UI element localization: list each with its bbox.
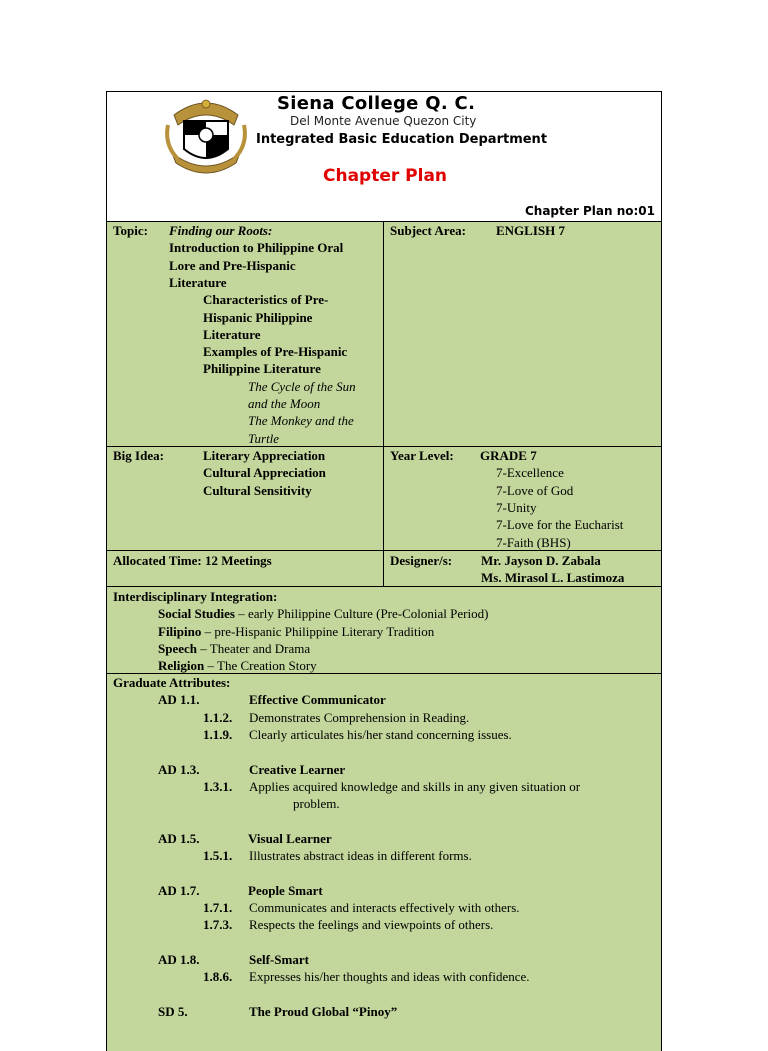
designer-name: Mr. Jayson D. Zabala — [481, 553, 601, 568]
topic-label: Topic: — [113, 223, 148, 238]
attribute-item-text: problem. — [293, 796, 340, 812]
subject-area-value: ENGLISH 7 — [496, 223, 565, 238]
attribute-item-text: Expresses his/her thoughts and ideas with confidence. — [249, 969, 530, 985]
school-address: Del Monte Avenue Quezon City — [290, 114, 477, 128]
attribute-item-text: Respects the feelings and viewpoints of others. — [249, 917, 494, 933]
topic-cell — [107, 221, 384, 446]
topic-line: Literature — [169, 274, 227, 290]
topic-subtopic: Hispanic Philippine — [203, 309, 313, 325]
section-name: 7-Excellence — [496, 465, 564, 481]
section-name: 7-Faith (BHS) — [496, 534, 571, 550]
year-level-cell — [384, 446, 661, 550]
topic-subtopic: Literature — [203, 326, 261, 342]
attribute-item-num: 1.7.3. — [203, 917, 233, 933]
topic-story: The Cycle of the Sun — [248, 378, 356, 394]
school-name: Siena College Q. C. — [277, 93, 476, 114]
attribute-item-num: 1.5.1. — [203, 848, 233, 863]
attribute-title: Creative Learner — [249, 761, 346, 777]
integration-item: Religion – The Creation Story — [158, 658, 317, 674]
attribute-title: People Smart — [248, 882, 323, 898]
chapter-plan-number: Chapter Plan no:01 — [524, 204, 655, 218]
attribute-item-text: Clearly articulates his/her stand concerning issues. — [249, 726, 512, 742]
attribute-code: AD 1.1. — [158, 692, 200, 708]
topic-subtopic: Examples of Pre-Hispanic — [203, 344, 348, 360]
document-header — [107, 92, 661, 221]
designers-label: Designer/s: — [390, 553, 453, 568]
designers-cell — [384, 550, 661, 586]
attribute-title: Effective Communicator — [249, 692, 386, 708]
big-idea-item: Literary Appreciation — [203, 448, 326, 463]
attribute-code: AD 1.8. — [158, 951, 200, 967]
section-name: 7-Unity — [496, 499, 537, 515]
attribute-item-num: 1.3.1. — [203, 778, 233, 794]
school-crest-logo — [164, 95, 248, 177]
attribute-code: SD 5. — [158, 1003, 188, 1019]
topic-title: Finding our Roots: — [169, 223, 273, 238]
attribute-title: Visual Learner — [248, 830, 332, 846]
big-idea-label: Big Idea: — [113, 448, 164, 463]
subject-area-cell — [384, 221, 661, 446]
topic-line: Lore and Pre-Hispanic — [169, 257, 296, 273]
attribute-item-num: 1.1.2. — [203, 709, 233, 725]
designer-name: Ms. Mirasol L. Lastimoza — [481, 570, 625, 586]
attribute-item-text: Demonstrates Comprehension in Reading. — [249, 709, 470, 725]
interdisciplinary-cell — [107, 586, 661, 673]
allocated-time-cell — [107, 550, 384, 586]
big-idea-item: Cultural Sensitivity — [203, 482, 312, 498]
allocated-time-label: Allocated Time: 12 Meetings — [113, 553, 272, 568]
topic-subtopic: Characteristics of Pre- — [203, 292, 329, 308]
attribute-title: Self-Smart — [249, 951, 309, 967]
attribute-code: AD 1.3. — [158, 761, 200, 777]
integration-item: Filipino – pre-Hispanic Philippine Literary Tradition — [158, 623, 435, 639]
attribute-code: AD 1.5. — [158, 830, 200, 846]
graduate-attributes-cell — [107, 673, 661, 1051]
topic-line: Introduction to Philippine Oral — [169, 240, 344, 256]
subject-area-label: Subject Area: — [390, 223, 466, 238]
chapter-plan-document — [106, 91, 662, 1051]
topic-story: Turtle — [248, 430, 280, 446]
year-level-value: GRADE 7 — [480, 448, 537, 463]
year-level-label: Year Level: — [390, 448, 454, 463]
interdisciplinary-label: Interdisciplinary Integration: — [113, 589, 278, 604]
integration-item: Speech – Theater and Drama — [158, 640, 311, 656]
attribute-item-text: Applies acquired knowledge and skills in any given situation or — [249, 778, 581, 794]
attribute-item-text: Illustrates abstract ideas in different forms. — [249, 848, 472, 863]
attribute-item-num: 1.7.1. — [203, 899, 233, 915]
attribute-code: AD 1.7. — [158, 882, 200, 898]
topic-subtopic: Philippine Literature — [203, 361, 321, 377]
attribute-item-text: Communicates and interacts effectively with others. — [249, 899, 520, 915]
graduate-attributes-label: Graduate Attributes: — [113, 675, 231, 690]
topic-story: and the Moon — [248, 396, 321, 411]
integration-item: Social Studies – early Philippine Culture (Pre-Colonial Period) — [158, 606, 489, 622]
section-name: 7-Love of God — [496, 482, 574, 498]
topic-story: The Monkey and the — [248, 413, 354, 429]
big-idea-item: Cultural Appreciation — [203, 465, 326, 481]
department-name: Integrated Basic Education Department — [256, 132, 548, 147]
document-title: Chapter Plan — [323, 166, 448, 186]
attribute-item-num: 1.1.9. — [203, 726, 233, 742]
attribute-title: The Proud Global “Pinoy” — [249, 1003, 398, 1019]
section-name: 7-Love for the Eucharist — [496, 517, 624, 533]
big-idea-cell — [107, 446, 384, 550]
attribute-item-num: 1.8.6. — [203, 969, 233, 985]
